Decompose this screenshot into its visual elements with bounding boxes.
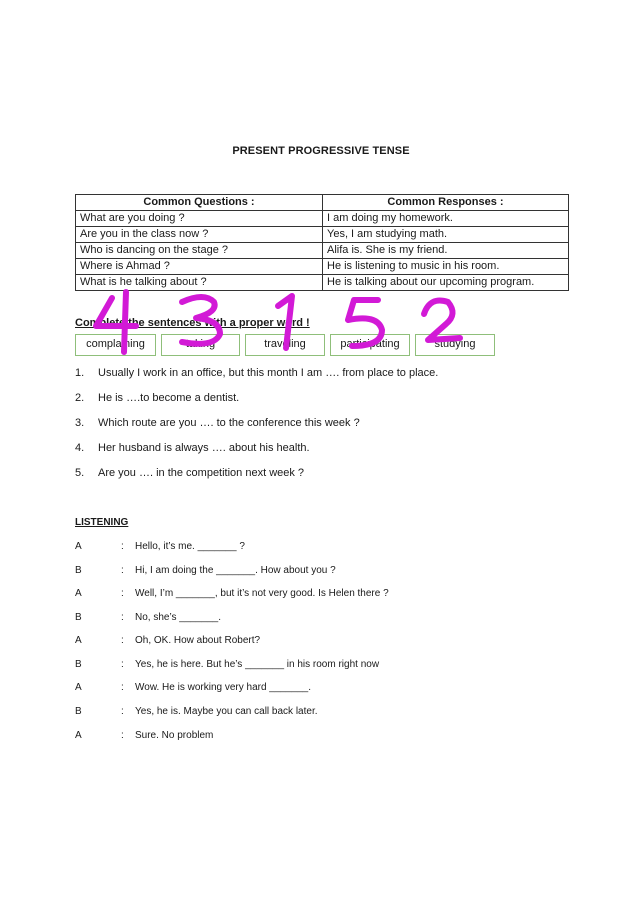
exercise-text: Her husband is always …. about his health. (98, 442, 310, 454)
exercise-text: Are you …. in the competition next week ? (98, 467, 305, 479)
exercise-text: Usually I work in an office, but this month I am …. from place to place. (98, 367, 439, 379)
exercise-number: 1. (75, 367, 85, 379)
question-cell: What is he talking about ? (76, 275, 323, 291)
response-cell: He is listening to music in his room. (323, 259, 569, 275)
dialogue-text: Sure. No problem (135, 730, 214, 741)
page-title: PRESENT PROGRESSIVE TENSE (232, 145, 410, 157)
speaker-label: A (75, 635, 82, 646)
word-box-studying: studying (415, 334, 495, 356)
word-box-traveling: traveling (245, 334, 325, 356)
speaker-label: B (75, 612, 82, 623)
exercise-number: 4. (75, 442, 85, 454)
response-cell: Alifa is. She is my friend. (323, 243, 569, 259)
colon: : (121, 565, 124, 576)
question-cell: What are you doing ? (76, 211, 323, 227)
handwritten-two (424, 301, 460, 341)
colon: : (121, 730, 124, 741)
header-questions: Common Questions : (76, 195, 323, 211)
handwritten-five (348, 300, 382, 346)
question-cell: Where is Ahmad ? (76, 259, 323, 275)
header-responses: Common Responses : (323, 195, 569, 211)
dialogue-text: Well, I’m _______, but it’s not very good. Is Helen there ? (135, 588, 389, 599)
response-cell: He is talking about our upcoming program. (323, 275, 569, 291)
speaker-label: A (75, 588, 82, 599)
colon: : (121, 659, 124, 670)
dialogue-text: Wow. He is working very hard _______. (135, 682, 312, 693)
colon: : (121, 541, 124, 552)
dialogue-text: Yes, he is here. But he’s _______ in his room right now (135, 659, 380, 670)
handwritten-three (182, 297, 220, 344)
dialogue-text: Yes, he is. Maybe you can call back later. (135, 706, 318, 717)
speaker-label: B (75, 706, 82, 717)
dialogue-text: Hello, it’s me. _______ ? (135, 541, 245, 552)
colon: : (121, 588, 124, 599)
exercise-text: He is ….to become a dentist. (98, 392, 240, 404)
exercise-instruction: Complete the sentences with a proper word ! (75, 317, 310, 329)
word-box-complaining: complaining (75, 334, 156, 356)
speaker-label: B (75, 565, 82, 576)
colon: : (121, 612, 124, 623)
speaker-label: A (75, 730, 82, 741)
exercise-number: 3. (75, 417, 85, 429)
exercise-number: 2. (75, 392, 85, 404)
colon: : (121, 635, 124, 646)
exercise-text: Which route are you …. to the conference this week ? (98, 417, 360, 429)
speaker-label: A (75, 541, 82, 552)
speaker-label: A (75, 682, 82, 693)
colon: : (121, 706, 124, 717)
exercise-number: 5. (75, 467, 85, 479)
word-box-taking: taking (161, 334, 240, 356)
response-cell: Yes, I am studying math. (323, 227, 569, 243)
dialogue-text: Hi, I am doing the _______. How about you ? (135, 565, 336, 576)
listening-heading: LISTENING (75, 517, 129, 528)
dialogue-text: Oh, OK. How about Robert? (135, 635, 261, 646)
word-box-participating: participating (330, 334, 410, 356)
colon: : (121, 682, 124, 693)
handwritten-one (278, 296, 292, 348)
handwritten-four (96, 292, 136, 352)
speaker-label: B (75, 659, 82, 670)
question-cell: Who is dancing on the stage ? (76, 243, 323, 259)
response-cell: I am doing my homework. (323, 211, 569, 227)
dialogue-text: No, she’s _______. (135, 612, 221, 623)
question-cell: Are you in the class now ? (76, 227, 323, 243)
